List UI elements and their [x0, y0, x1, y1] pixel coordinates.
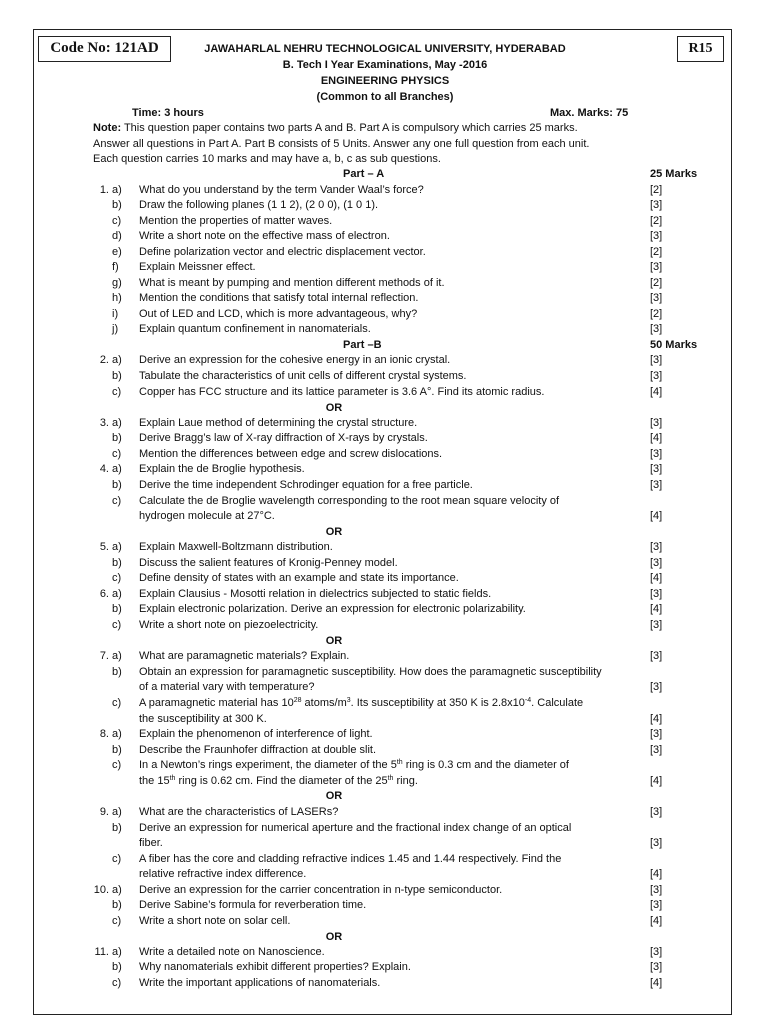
- question-text-segment: . Calculate: [531, 697, 584, 709]
- question-marks: [3]: [650, 650, 663, 662]
- question-marks: [3]: [650, 230, 663, 242]
- question-line: [0, 229, 768, 245]
- or-separator: OR: [325, 635, 343, 647]
- question-line: [0, 649, 768, 665]
- note-line-1: [93, 121, 713, 137]
- question-text: [139, 914, 649, 930]
- question-marks: [3]: [650, 479, 663, 491]
- question-text-segment: What are the characteristics of LASERs?: [139, 806, 339, 818]
- question-text: [139, 587, 649, 603]
- superscript: 3: [346, 697, 351, 704]
- question-text: [139, 556, 649, 572]
- superscript: -4: [524, 697, 532, 704]
- question-line: [0, 774, 768, 790]
- question-text-segment: Derive an expression for numerical aperture and the fractional index change of an optical: [139, 822, 572, 834]
- question-text: [139, 369, 649, 385]
- question-text-segment: A fiber has the core and cladding refractive indices 1.45 and 1.44 respectively. Find the: [139, 853, 562, 865]
- branches-note: (Common to all Branches): [316, 91, 454, 103]
- subquestion-label: b): [112, 199, 122, 211]
- question-marks: [4]: [650, 915, 663, 927]
- question-marks: [3]: [650, 557, 663, 569]
- subquestion-label: b): [112, 603, 122, 615]
- question-text-segment: relative refractive index difference.: [139, 868, 307, 880]
- or-separator: OR: [325, 526, 343, 538]
- subquestion-label: a): [112, 417, 122, 429]
- question-number: 1.: [99, 184, 109, 196]
- question-text-segment: In a Newton’s rings experiment, the diameter of the 5: [139, 759, 397, 771]
- question-line: [0, 587, 768, 603]
- note-text-1: This question paper contains two parts A and B. Part A is compulsory which carries 25 marks.: [121, 122, 578, 134]
- question-text: [139, 229, 649, 245]
- question-text: [139, 852, 649, 868]
- question-text: [139, 821, 649, 837]
- question-text: [139, 198, 649, 214]
- question-marks: [3]: [650, 463, 663, 475]
- question-text-segment: Out of LED and LCD, which is more advantageous, why?: [139, 308, 418, 320]
- question-text-segment: Explain the de Broglie hypothesis.: [139, 463, 305, 475]
- question-marks: [3]: [650, 806, 663, 818]
- subject-title: ENGINEERING PHYSICS: [320, 75, 450, 87]
- subquestion-label: f): [112, 261, 119, 273]
- question-text: [139, 478, 649, 494]
- question-text-segment: What is meant by pumping and mention different methods of it.: [139, 277, 445, 289]
- question-line: [0, 462, 768, 478]
- question-line: [0, 369, 768, 385]
- question-text-segment: ring is 0.3 cm and the diameter of: [402, 759, 569, 771]
- subquestion-label: b): [112, 370, 122, 382]
- question-text-segment: Mention the differences between edge and screw dislocations.: [139, 448, 443, 460]
- question-line: [0, 883, 768, 899]
- question-marks: [4]: [650, 386, 663, 398]
- question-text: [139, 727, 649, 743]
- question-text-segment: Explain Meissner effect.: [139, 261, 256, 273]
- question-text: [139, 540, 649, 556]
- question-number: 11.: [94, 946, 109, 958]
- question-text-segment: ring.: [393, 775, 418, 787]
- question-text-segment: Mention the conditions that satisfy total internal reflection.: [139, 292, 419, 304]
- question-number: 9.: [99, 806, 109, 818]
- question-text-segment: of a material vary with temperature?: [139, 681, 315, 693]
- question-text: [139, 712, 649, 728]
- question-text-segment: Obtain an expression for paramagnetic susceptibility. How does the paramagnetic susceptibility: [139, 666, 602, 678]
- subquestion-label: j): [112, 323, 119, 335]
- question-text-segment: Derive the time independent Schrodinger equation for a free particle.: [139, 479, 473, 491]
- part-b-marks: 50 Marks: [650, 339, 698, 351]
- question-line: [0, 183, 768, 199]
- question-line: [0, 867, 768, 883]
- question-line: [0, 665, 768, 681]
- question-line: [0, 353, 768, 369]
- question-text: [139, 431, 649, 447]
- question-line: [0, 307, 768, 323]
- question-text: [139, 353, 649, 369]
- question-text: [139, 680, 649, 696]
- subquestion-label: c): [112, 495, 122, 507]
- question-marks: [2]: [650, 184, 663, 196]
- question-line: [0, 696, 768, 712]
- question-marks: [3]: [650, 744, 663, 756]
- question-text-segment: the 15: [139, 775, 170, 787]
- question-text-segment: Derive an expression for the cohesive energy in an ionic crystal.: [139, 354, 451, 366]
- question-line: [0, 276, 768, 292]
- question-text-segment: Explain Maxwell-Boltzmann distribution.: [139, 541, 333, 553]
- exam-title: B. Tech I Year Examinations, May -2016: [282, 59, 488, 71]
- max-marks: Max. Marks: 75: [550, 107, 629, 119]
- question-line: [0, 960, 768, 976]
- subquestion-label: a): [112, 728, 122, 740]
- subquestion-label: a): [112, 541, 122, 553]
- or-separator: OR: [325, 402, 343, 414]
- question-line: [0, 852, 768, 868]
- question-text: [139, 758, 649, 774]
- question-line: [0, 260, 768, 276]
- question-text-segment: Define density of states with an example and state its importance.: [139, 572, 459, 584]
- subquestion-label: a): [112, 946, 122, 958]
- subquestion-label: a): [112, 806, 122, 818]
- question-marks: [3]: [650, 681, 663, 693]
- question-line: [0, 727, 768, 743]
- question-number: 5.: [99, 541, 109, 553]
- subquestion-label: e): [112, 246, 122, 258]
- subquestion-label: a): [112, 884, 122, 896]
- question-marks: [4]: [650, 868, 663, 880]
- part-a-marks: 25 Marks: [650, 168, 698, 180]
- question-marks: [4]: [650, 713, 663, 725]
- question-marks: [3]: [650, 619, 663, 631]
- question-line: [0, 743, 768, 759]
- subquestion-label: b): [112, 899, 122, 911]
- question-marks: [4]: [650, 572, 663, 584]
- question-line: [0, 214, 768, 230]
- subquestion-label: a): [112, 463, 122, 475]
- question-text: [139, 618, 649, 634]
- question-text: [139, 696, 649, 712]
- question-text: [139, 245, 649, 261]
- question-marks: [3]: [650, 292, 663, 304]
- question-line: [0, 836, 768, 852]
- question-marks: [3]: [650, 261, 663, 273]
- part-a-title: Part – A: [343, 168, 385, 180]
- subquestion-label: c): [112, 977, 122, 989]
- question-line: [0, 322, 768, 338]
- question-marks: [3]: [650, 323, 663, 335]
- question-text-segment: Explain quantum confinement in nanomaterials.: [139, 323, 371, 335]
- subquestion-label: b): [112, 479, 122, 491]
- question-text: [139, 945, 649, 961]
- subquestion-label: a): [112, 354, 122, 366]
- question-text: [139, 509, 649, 525]
- question-line: [0, 478, 768, 494]
- question-text: [139, 447, 649, 463]
- question-text: [139, 774, 649, 790]
- question-line: [0, 416, 768, 432]
- question-text-segment: Write a detailed note on Nanoscience.: [139, 946, 325, 958]
- question-marks: [3]: [650, 946, 663, 958]
- question-text-segment: Write a short note on the effective mass of electron.: [139, 230, 390, 242]
- note-label: Note:: [93, 122, 122, 134]
- question-text: [139, 276, 649, 292]
- question-number: 8.: [99, 728, 109, 740]
- question-marks: [3]: [650, 837, 663, 849]
- subquestion-label: c): [112, 759, 122, 771]
- question-text-segment: atoms/m: [301, 697, 347, 709]
- question-marks: [3]: [650, 899, 663, 911]
- question-line: [0, 618, 768, 634]
- question-text-segment: Discuss the salient features of Kronig-Penney model.: [139, 557, 398, 569]
- question-text-segment: What are paramagnetic materials? Explain.: [139, 650, 350, 662]
- question-marks: [3]: [650, 417, 663, 429]
- subquestion-label: b): [112, 961, 122, 973]
- question-line: [0, 945, 768, 961]
- subquestion-label: b): [112, 557, 122, 569]
- question-marks: [4]: [650, 432, 663, 444]
- question-text: [139, 214, 649, 230]
- question-line: [0, 509, 768, 525]
- subquestion-label: h): [112, 292, 122, 304]
- question-text-segment: Define polarization vector and electric displacement vector.: [139, 246, 426, 258]
- question-line: [0, 540, 768, 556]
- question-number: 6.: [99, 588, 109, 600]
- question-line: [0, 914, 768, 930]
- question-text: [139, 898, 649, 914]
- question-marks: [3]: [650, 728, 663, 740]
- subquestion-label: a): [112, 650, 122, 662]
- question-line: [0, 198, 768, 214]
- subquestion-label: c): [112, 697, 122, 709]
- question-text: [139, 385, 649, 401]
- part-b-title: Part –B: [343, 339, 382, 351]
- question-text: [139, 649, 649, 665]
- subquestion-label: a): [112, 184, 122, 196]
- question-line: [0, 494, 768, 510]
- question-number: 4.: [99, 463, 109, 475]
- question-marks: [4]: [650, 603, 663, 615]
- superscript: th: [396, 759, 403, 766]
- question-marks: [3]: [650, 370, 663, 382]
- subquestion-label: c): [112, 386, 122, 398]
- question-line: [0, 385, 768, 401]
- question-number: 10.: [93, 884, 109, 896]
- question-text-segment: Write a short note on solar cell.: [139, 915, 291, 927]
- code-number: Code No: 121AD: [38, 36, 171, 62]
- question-text: [139, 462, 649, 478]
- subquestion-label: c): [112, 448, 122, 460]
- subquestion-label: c): [112, 619, 122, 631]
- question-line: [0, 898, 768, 914]
- question-line: [0, 602, 768, 618]
- exam-time: Time: 3 hours: [132, 107, 204, 119]
- question-marks: [2]: [650, 215, 663, 227]
- subquestion-label: b): [112, 822, 122, 834]
- question-text: [139, 183, 649, 199]
- question-marks: [4]: [650, 510, 663, 522]
- question-number: 7.: [99, 650, 109, 662]
- question-text-segment: Why nanomaterials exhibit different properties? Explain.: [139, 961, 411, 973]
- or-separator: OR: [325, 931, 343, 943]
- question-text: [139, 494, 649, 510]
- question-text-segment: Copper has FCC structure and its lattice parameter is 3.6 A°. Find its atomic radius.: [139, 386, 545, 398]
- superscript: 28: [293, 697, 302, 704]
- question-text-segment: Derive Sabine’s formula for reverberation time.: [139, 899, 367, 911]
- question-marks: [3]: [650, 354, 663, 366]
- question-text-segment: Draw the following planes (1 1 2), (2 0 0), (1 0 1).: [139, 199, 379, 211]
- question-text-segment: Write the important applications of nanomaterials.: [139, 977, 381, 989]
- question-line: [0, 291, 768, 307]
- question-marks: [3]: [650, 199, 663, 211]
- university-name: JAWAHARLAL NEHRU TECHNOLOGICAL UNIVERSITY, HYDERABAD: [204, 43, 566, 55]
- question-text: [139, 867, 649, 883]
- subquestion-label: c): [112, 915, 122, 927]
- question-text: [139, 291, 649, 307]
- question-line: [0, 821, 768, 837]
- regulation-box: R15: [677, 36, 724, 62]
- subquestion-label: d): [112, 230, 122, 242]
- question-text-segment: Mention the properties of matter waves.: [139, 215, 333, 227]
- question-text-segment: Derive an expression for the carrier concentration in n-type semiconductor.: [139, 884, 503, 896]
- question-marks: [4]: [650, 775, 663, 787]
- question-text-segment: Explain the phenomenon of interference of light.: [139, 728, 373, 740]
- subquestion-label: c): [112, 572, 122, 584]
- question-text-segment: the susceptibility at 300 K.: [139, 713, 267, 725]
- subquestion-label: c): [112, 853, 122, 865]
- question-marks: [3]: [650, 588, 663, 600]
- question-line: [0, 571, 768, 587]
- question-marks: [2]: [650, 308, 663, 320]
- question-text-segment: hydrogen molecule at 27°C.: [139, 510, 275, 522]
- or-separator: OR: [325, 790, 343, 802]
- question-text: [139, 322, 649, 338]
- question-text-segment: Explain Clausius - Mosotti relation in dielectrics subjected to static fields.: [139, 588, 492, 600]
- question-text-segment: Describe the Fraunhofer diffraction at double slit.: [139, 744, 377, 756]
- question-marks: [3]: [650, 541, 663, 553]
- question-text: [139, 836, 649, 852]
- subquestion-label: b): [112, 432, 122, 444]
- question-marks: [3]: [650, 448, 663, 460]
- question-text-segment: fiber.: [139, 837, 163, 849]
- subquestion-label: g): [112, 277, 122, 289]
- question-line: [0, 245, 768, 261]
- question-text-segment: A paramagnetic material has 10: [139, 697, 294, 709]
- note-line-2: Answer all questions in Part A. Part B consists of 5 Units. Answer any one full question from each unit.: [93, 138, 590, 150]
- superscript: th: [387, 775, 394, 782]
- question-text: [139, 976, 649, 992]
- question-text: [139, 307, 649, 323]
- question-text-segment: Explain Laue method of determining the crystal structure.: [139, 417, 418, 429]
- note-line-3: Each question carries 10 marks and may have a, b, c as sub questions.: [93, 153, 441, 165]
- question-marks: [2]: [650, 246, 663, 258]
- question-marks: [3]: [650, 884, 663, 896]
- subquestion-label: b): [112, 666, 122, 678]
- question-text: [139, 883, 649, 899]
- question-line: [0, 431, 768, 447]
- question-text-segment: Write a short note on piezoelectricity.: [139, 619, 319, 631]
- question-marks: [3]: [650, 961, 663, 973]
- question-marks: [2]: [650, 277, 663, 289]
- question-text-segment: . Its susceptibility at 350 K is 2.8x10: [350, 697, 525, 709]
- subquestion-label: c): [112, 215, 122, 227]
- question-text-segment: Derive Bragg’s law of X-ray diffraction of X-rays by crystals.: [139, 432, 428, 444]
- subquestion-label: b): [112, 744, 122, 756]
- question-text: [139, 960, 649, 976]
- question-marks: [4]: [650, 977, 663, 989]
- question-text: [139, 602, 649, 618]
- question-text-segment: Calculate the de Broglie wavelength corresponding to the root mean square velocity of: [139, 495, 560, 507]
- question-number: 3.: [99, 417, 109, 429]
- question-text-segment: Explain electronic polarization. Derive an expression for electronic polarizability.: [139, 603, 526, 615]
- subquestion-label: a): [112, 588, 122, 600]
- question-line: [0, 976, 768, 992]
- question-line: [0, 556, 768, 572]
- question-text-segment: Tabulate the characteristics of unit cells of different crystal systems.: [139, 370, 467, 382]
- question-line: [0, 712, 768, 728]
- question-text-segment: What do you understand by the term Vander Waal’s force?: [139, 184, 424, 196]
- question-text-segment: ring is 0.62 cm. Find the diameter of the 25: [175, 775, 388, 787]
- question-text: [139, 805, 649, 821]
- question-text: [139, 665, 649, 681]
- question-number: 2.: [99, 354, 109, 366]
- question-text: [139, 743, 649, 759]
- question-line: [0, 758, 768, 774]
- superscript: th: [169, 775, 176, 782]
- question-text: [139, 260, 649, 276]
- question-line: [0, 680, 768, 696]
- question-text: [139, 416, 649, 432]
- question-line: [0, 447, 768, 463]
- subquestion-label: i): [112, 308, 119, 320]
- question-line: [0, 805, 768, 821]
- question-text: [139, 571, 649, 587]
